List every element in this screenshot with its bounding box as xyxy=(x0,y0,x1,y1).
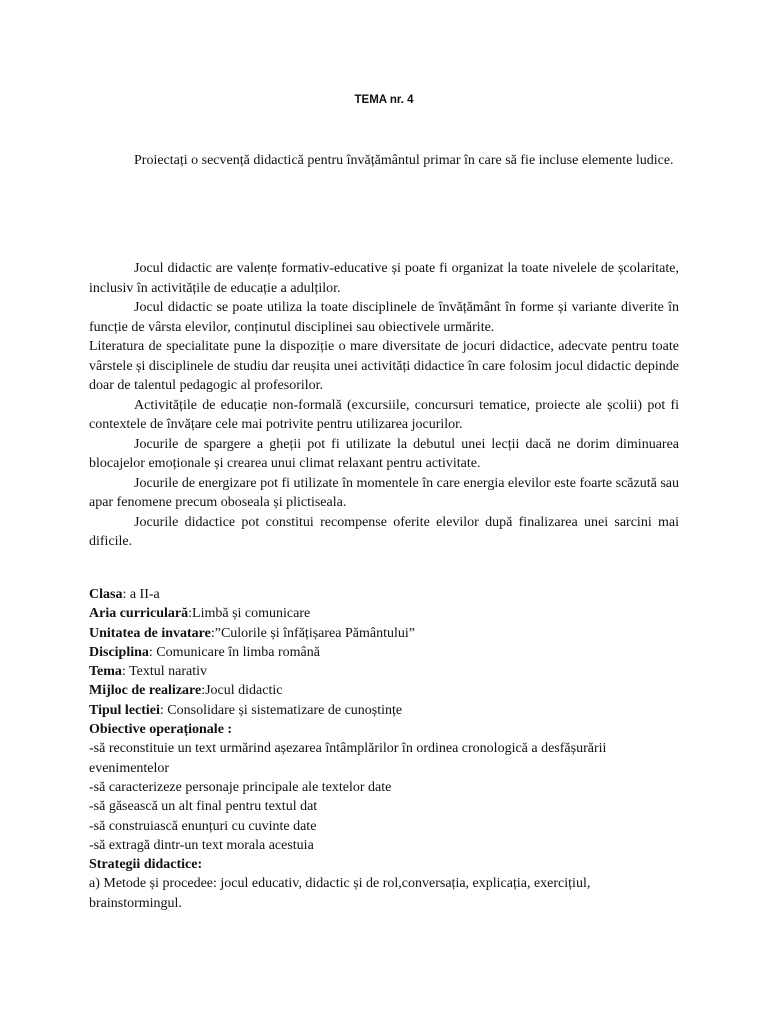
strategies-heading-text: Strategii didactice: xyxy=(89,857,203,873)
body-text xyxy=(89,259,679,552)
tema-label: Tema xyxy=(89,664,122,680)
objective-item: -să construiască enunțuri cu cuvinte date xyxy=(89,818,317,834)
objective-item: -să caracterizeze personaje principale ale textelor date xyxy=(89,779,392,795)
strategy-item: a) Metode și procedee: jocul educativ, didactic și de rol,conversația, explicația, exercițiul, brainstormingul. xyxy=(89,876,591,911)
tema-value: : Textul narativ xyxy=(121,664,208,680)
objectives-heading xyxy=(89,720,679,739)
tema-row xyxy=(89,662,679,681)
page-title: TEMA nr. 4 xyxy=(354,94,414,106)
objective-item: -să reconstituie un text urmărind așezarea întâmplărilor în ordinea cronologică a desfășurării evenimentelor xyxy=(89,741,607,776)
clasa-row xyxy=(89,585,679,604)
paragraph: Jocurile didactice pot constitui recompense oferite elevilor după finalizarea unei sarcini mai dificile. xyxy=(89,514,679,549)
paragraph: Jocurile de spargere a gheții pot fi utilizate la debutul unei lecții dacă ne dorim diminuarea blocajelor emoționale și crearea unui climat relaxant pentru activitate. xyxy=(89,436,679,471)
clasa-label: Clasa xyxy=(89,587,123,602)
paragraph: Jocul didactic se poate utiliza la toate disciplinele de învățământ în forme și variante diverite în funcție de vârsta elevilor, conținutul disciplinei sau obiectivele urmărite. xyxy=(89,300,679,335)
disciplina-label: Disciplina xyxy=(89,644,149,660)
mijloc-row xyxy=(89,681,679,700)
paragraph: Literatura de specialitate pune la dispoziție o mare diversitate de jocuri didactice, adecvate pentru toate vârstele și disciplinele de studiu dar reușita unei activități didactice în care folosim jocul didactic depinde doar de talentul pedagogic al profesorilor. xyxy=(89,339,679,393)
unitatea-label: Unitatea de invatare xyxy=(89,625,211,641)
mijloc-value: :Jocul didactic xyxy=(201,683,283,699)
aria-value: :Limbă și comunicare xyxy=(188,606,311,622)
tipul-label: Tipul lectiei xyxy=(89,702,160,718)
clasa-value: : a II-a xyxy=(122,587,160,602)
disciplina-row xyxy=(89,643,679,662)
objective-item: -să extragă dintr-un text morala acestuia xyxy=(89,837,314,853)
objective-item: -să găsească un alt final pentru textul dat xyxy=(89,799,318,815)
mijloc-label: Mijloc de realizare xyxy=(89,683,202,699)
objectives-heading-text: Obiective operaționale : xyxy=(89,722,233,738)
tipul-value: : Consolidare și sistematizare de cunoștințe xyxy=(159,702,403,718)
lead-paragraph xyxy=(89,151,679,171)
paragraph: Activitățile de educație non-formală (excursiile, concursuri tematice, proiecte ale școlii) pot fi contextele de învățare cele mai potrivite pentru utilizarea jocurilor. xyxy=(89,397,679,432)
unitatea-row xyxy=(89,624,679,643)
aria-row xyxy=(89,604,679,623)
paragraph: Jocurile de energizare pot fi utilizate în momentele în care energia elevilor este foarte scăzută sau apar fenomene precum oboseala și plictiseala. xyxy=(89,475,679,510)
strategies-heading xyxy=(89,855,679,874)
lesson-details xyxy=(89,585,679,913)
paragraph: Jocul didactic are valențe formativ-educative și poate fi organizat la toate nivelele de școlaritate, inclusiv în activitățile de educație a adulților. xyxy=(89,261,679,296)
disciplina-value: : Comunicare în limba română xyxy=(148,644,320,660)
unitatea-value: :”Culorile și înfățișarea Pământului” xyxy=(210,625,415,641)
aria-label: Aria curriculară xyxy=(89,606,189,622)
lead-text: Proiectați o secvență didactică pentru învățământul primar în care să fie incluse elemente ludice. xyxy=(134,153,674,168)
tipul-row xyxy=(89,701,679,720)
